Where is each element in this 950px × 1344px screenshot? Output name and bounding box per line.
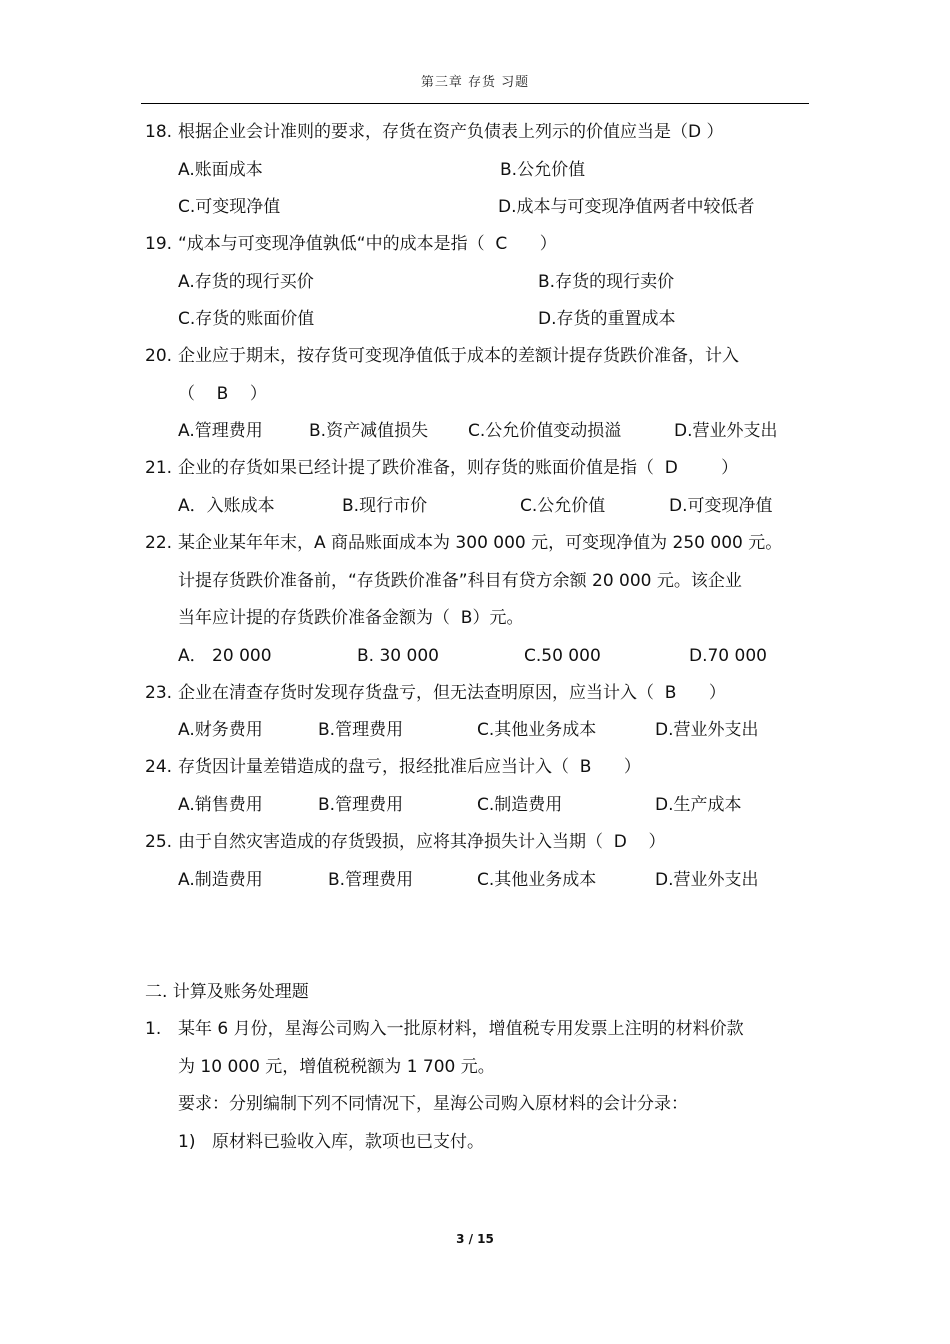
question-text: 由于自然灾害造成的存货毁损，应将其净损失计入当期（ D ） <box>178 832 666 852</box>
option-c: C.制造费用 <box>477 795 563 815</box>
option-d: D.生产成本 <box>655 795 742 815</box>
option-b: B.存货的现行卖价 <box>538 272 675 292</box>
option-b: B.公允价值 <box>500 160 586 180</box>
question-text: 企业应于期末，按存货可变现净值低于成本的差额计提存货跌价准备，计入 <box>178 346 739 366</box>
option-a: A.制造费用 <box>178 870 263 890</box>
option-b: B.管理费用 <box>318 720 404 740</box>
question-answer-line: （ B ） <box>178 384 267 404</box>
option-c: C.存货的账面价值 <box>178 309 315 329</box>
sub-item-text: 原材料已验收入库，款项也已支付。 <box>212 1132 484 1152</box>
option-c: C.其他业务成本 <box>477 720 597 740</box>
question-text: 企业的存货如果已经计提了跌价准备，则存货的账面价值是指（ D ） <box>178 458 739 478</box>
question-text-continued: 当年应计提的存货跌价准备金额为（ B）元。 <box>178 608 524 628</box>
option-c: C.其他业务成本 <box>477 870 597 890</box>
sub-item-number: 1) <box>178 1132 196 1152</box>
option-d: D.存货的重置成本 <box>538 309 676 329</box>
question-number: 18. <box>145 122 173 142</box>
option-d: D.营业外支出 <box>655 870 759 890</box>
question-text: 根据企业会计准则的要求，存货在资产负债表上列示的价值应当是（D ） <box>178 122 724 142</box>
option-b: B.管理费用 <box>318 795 404 815</box>
question-text: 某企业某年年末，A 商品账面成本为 300 000 元，可变现净值为 250 000 元。 <box>178 533 783 553</box>
option-a: A.账面成本 <box>178 160 263 180</box>
question-text: 企业在清查存货时发现存货盘亏，但无法查明原因，应当计入（ B ） <box>178 683 726 703</box>
question-number: 23. <box>145 683 173 703</box>
option-a: A．入账成本 <box>178 496 275 516</box>
question-number: 25. <box>145 832 173 852</box>
question-number: 19. <box>145 234 173 254</box>
option-d: D.成本与可变现净值两者中较低者 <box>498 197 755 217</box>
option-d: D.70 000 <box>689 646 767 666</box>
option-d: D.可变现净值 <box>669 496 773 516</box>
option-b: B.现行市价 <box>342 496 428 516</box>
section-heading: 二. 计算及账务处理题 <box>145 982 309 1002</box>
option-c: C.50 000 <box>524 646 601 666</box>
option-c: C.公允价值变动损溢 <box>468 421 622 441</box>
option-a: A.销售费用 <box>178 795 263 815</box>
option-b: B.资产减值损失 <box>309 421 429 441</box>
option-d: D.营业外支出 <box>655 720 759 740</box>
option-a: A． 20 000 <box>178 646 272 666</box>
option-b: B. 30 000 <box>357 646 439 666</box>
item-text-continued: 为 10 000 元，增值税税额为 1 700 元。 <box>178 1057 495 1077</box>
option-c: C.公允价值 <box>520 496 606 516</box>
item-text: 某年 6 月份，星海公司购入一批原材料，增值税专用发票上注明的材料价款 <box>178 1019 744 1039</box>
page-number: 3 / 15 <box>456 1232 494 1246</box>
question-number: 22. <box>145 533 173 553</box>
option-c: C.可变现净值 <box>178 197 281 217</box>
question-number: 24. <box>145 757 173 777</box>
requirement-text: 要求：分别编制下列不同情况下，星海公司购入原材料的会计分录： <box>178 1094 688 1114</box>
option-d: D.营业外支出 <box>674 421 778 441</box>
option-a: A.存货的现行买价 <box>178 272 314 292</box>
item-number: 1. <box>145 1019 162 1039</box>
question-text-continued: 计提存货跌价准备前，“存货跌价准备”科目有贷方余额 20 000 元。该企业 <box>178 571 742 591</box>
question-text: “成本与可变现净值孰低“中的成本是指（ C ） <box>178 234 557 254</box>
question-number: 20. <box>145 346 173 366</box>
header-divider <box>141 103 809 104</box>
option-a: A.财务费用 <box>178 720 263 740</box>
option-b: B.管理费用 <box>328 870 414 890</box>
option-a: A.管理费用 <box>178 421 263 441</box>
page-header-title: 第三章 存货 习题 <box>420 75 530 90</box>
question-number: 21. <box>145 458 173 478</box>
question-text: 存货因计量差错造成的盘亏，报经批准后应当计入（ B ） <box>178 757 641 777</box>
